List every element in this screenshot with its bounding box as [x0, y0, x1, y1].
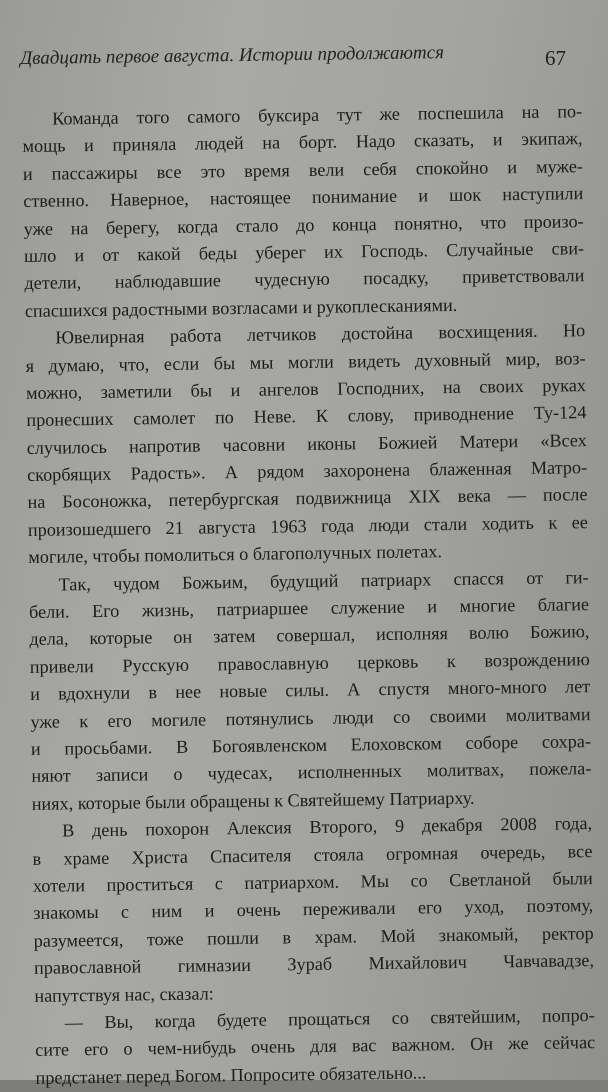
- text-line: разумеется, тоже пошли в храм. Мой знакомый, ректор: [33, 922, 594, 951]
- running-title: Двадцать первое августа. Истории продолжаются: [20, 42, 445, 69]
- paragraph: [22, 98, 585, 325]
- text-line: няют записи о чудесах, исполненных молитвах, пожела-: [31, 758, 592, 787]
- text-line: детели, наблюдавшие чудесную посадку, приветствовали: [24, 265, 585, 294]
- text-line: шло и от какой беды уберег их Господь. Случайные сви-: [23, 238, 585, 266]
- text-line: Так, чудом Божьим, будущий патриарх спасся от ги-: [58, 566, 589, 595]
- text-line: сите его о чем-нибудь очень для вас важном. Он же сейчас: [35, 1032, 596, 1061]
- paragraph: [32, 810, 595, 1010]
- text-line: случилось напротив часовни иконы Божией Матери «Всех: [26, 429, 587, 458]
- text-line: ниях, которые были обращены к Святейшему Патриарху.: [31, 787, 475, 814]
- text-line: и просьбами. В Богоявленском Елоховском соборе сохра-: [30, 731, 592, 759]
- text-line: могиле, чтобы помолиться о благополучных полетах.: [28, 541, 443, 568]
- text-line: — Вы, когда будете прощаться со святейшим, попро-: [64, 1004, 595, 1033]
- text-line: привели Русскую православную церковь к возрождению: [29, 648, 590, 677]
- text-line: я думаю, что, если бы мы могли видеть духовный мир, воз-: [25, 347, 586, 376]
- text-line: можно, заметили бы и ангелов Господних, на своих руках: [25, 375, 587, 403]
- text-line: произошедшего 21 августа 1963 года люди стали ходить к ее: [27, 512, 589, 540]
- text-line: знакомы с ним и очень переживали его уход, поэтому,: [33, 895, 594, 924]
- text-line: в храме Христа Спасителя стояла огромная очередь, все: [32, 840, 593, 869]
- paragraph: [25, 317, 588, 571]
- text-line: бели. Его жизнь, патриаршее служение и многие благие: [28, 594, 590, 622]
- text-line: на Босоножка, петербургская подвижница XIX века — после: [27, 484, 588, 513]
- text-line: Ювелирная работа летчиков достойна восхищения. Но: [55, 320, 586, 348]
- body-text: [22, 98, 596, 1092]
- text-line: скорбящих Радость». А рядом захоронена блаженная Матро-: [27, 457, 588, 486]
- text-line: мощь и приняла людей на борт. Надо сказать, и экипаж,: [22, 128, 583, 157]
- text-line: и пассажиры все это время вели себя спокойно и муже-: [22, 155, 584, 184]
- text-line: хотели проститься с патриархом. Мы со Светланой были: [32, 868, 593, 896]
- paragraph: [35, 1002, 596, 1092]
- text-line: напутствуя нас, сказал:: [34, 982, 214, 1006]
- text-line: ственно. Наверное, настоящее понимание и шок наступили: [23, 183, 584, 212]
- text-line: Команда того самого буксира тут же поспешила на по-: [52, 101, 583, 129]
- text-line: дела, которые он затем совершал, исполняя волю Божию,: [29, 621, 590, 650]
- text-line: и вдохнули в нее новые силы. А спустя много-много лет: [30, 676, 591, 705]
- paragraph: [29, 564, 592, 818]
- text-line: православной гимназии Зураб Михайлович Чавчавадзе,: [33, 950, 595, 979]
- text-line: уже на берегу, когда стало до конца понятно, что произо-: [23, 210, 584, 239]
- text-line: уже к его могиле потянулись люди со своими молитвами: [30, 703, 591, 732]
- text-line: В день похорон Алексия Второго, 9 декабря 2008 года,: [61, 813, 593, 841]
- text-line: предстанет перед Богом. Попросите обязательно...: [35, 1062, 427, 1088]
- text-line: спасшихся радостными возгласами и рукоплесканиями.: [24, 294, 458, 321]
- page-number: 67: [545, 46, 566, 70]
- text-line: пронесших самолет по Неве. К слову, приводнение Ту-124: [26, 402, 587, 431]
